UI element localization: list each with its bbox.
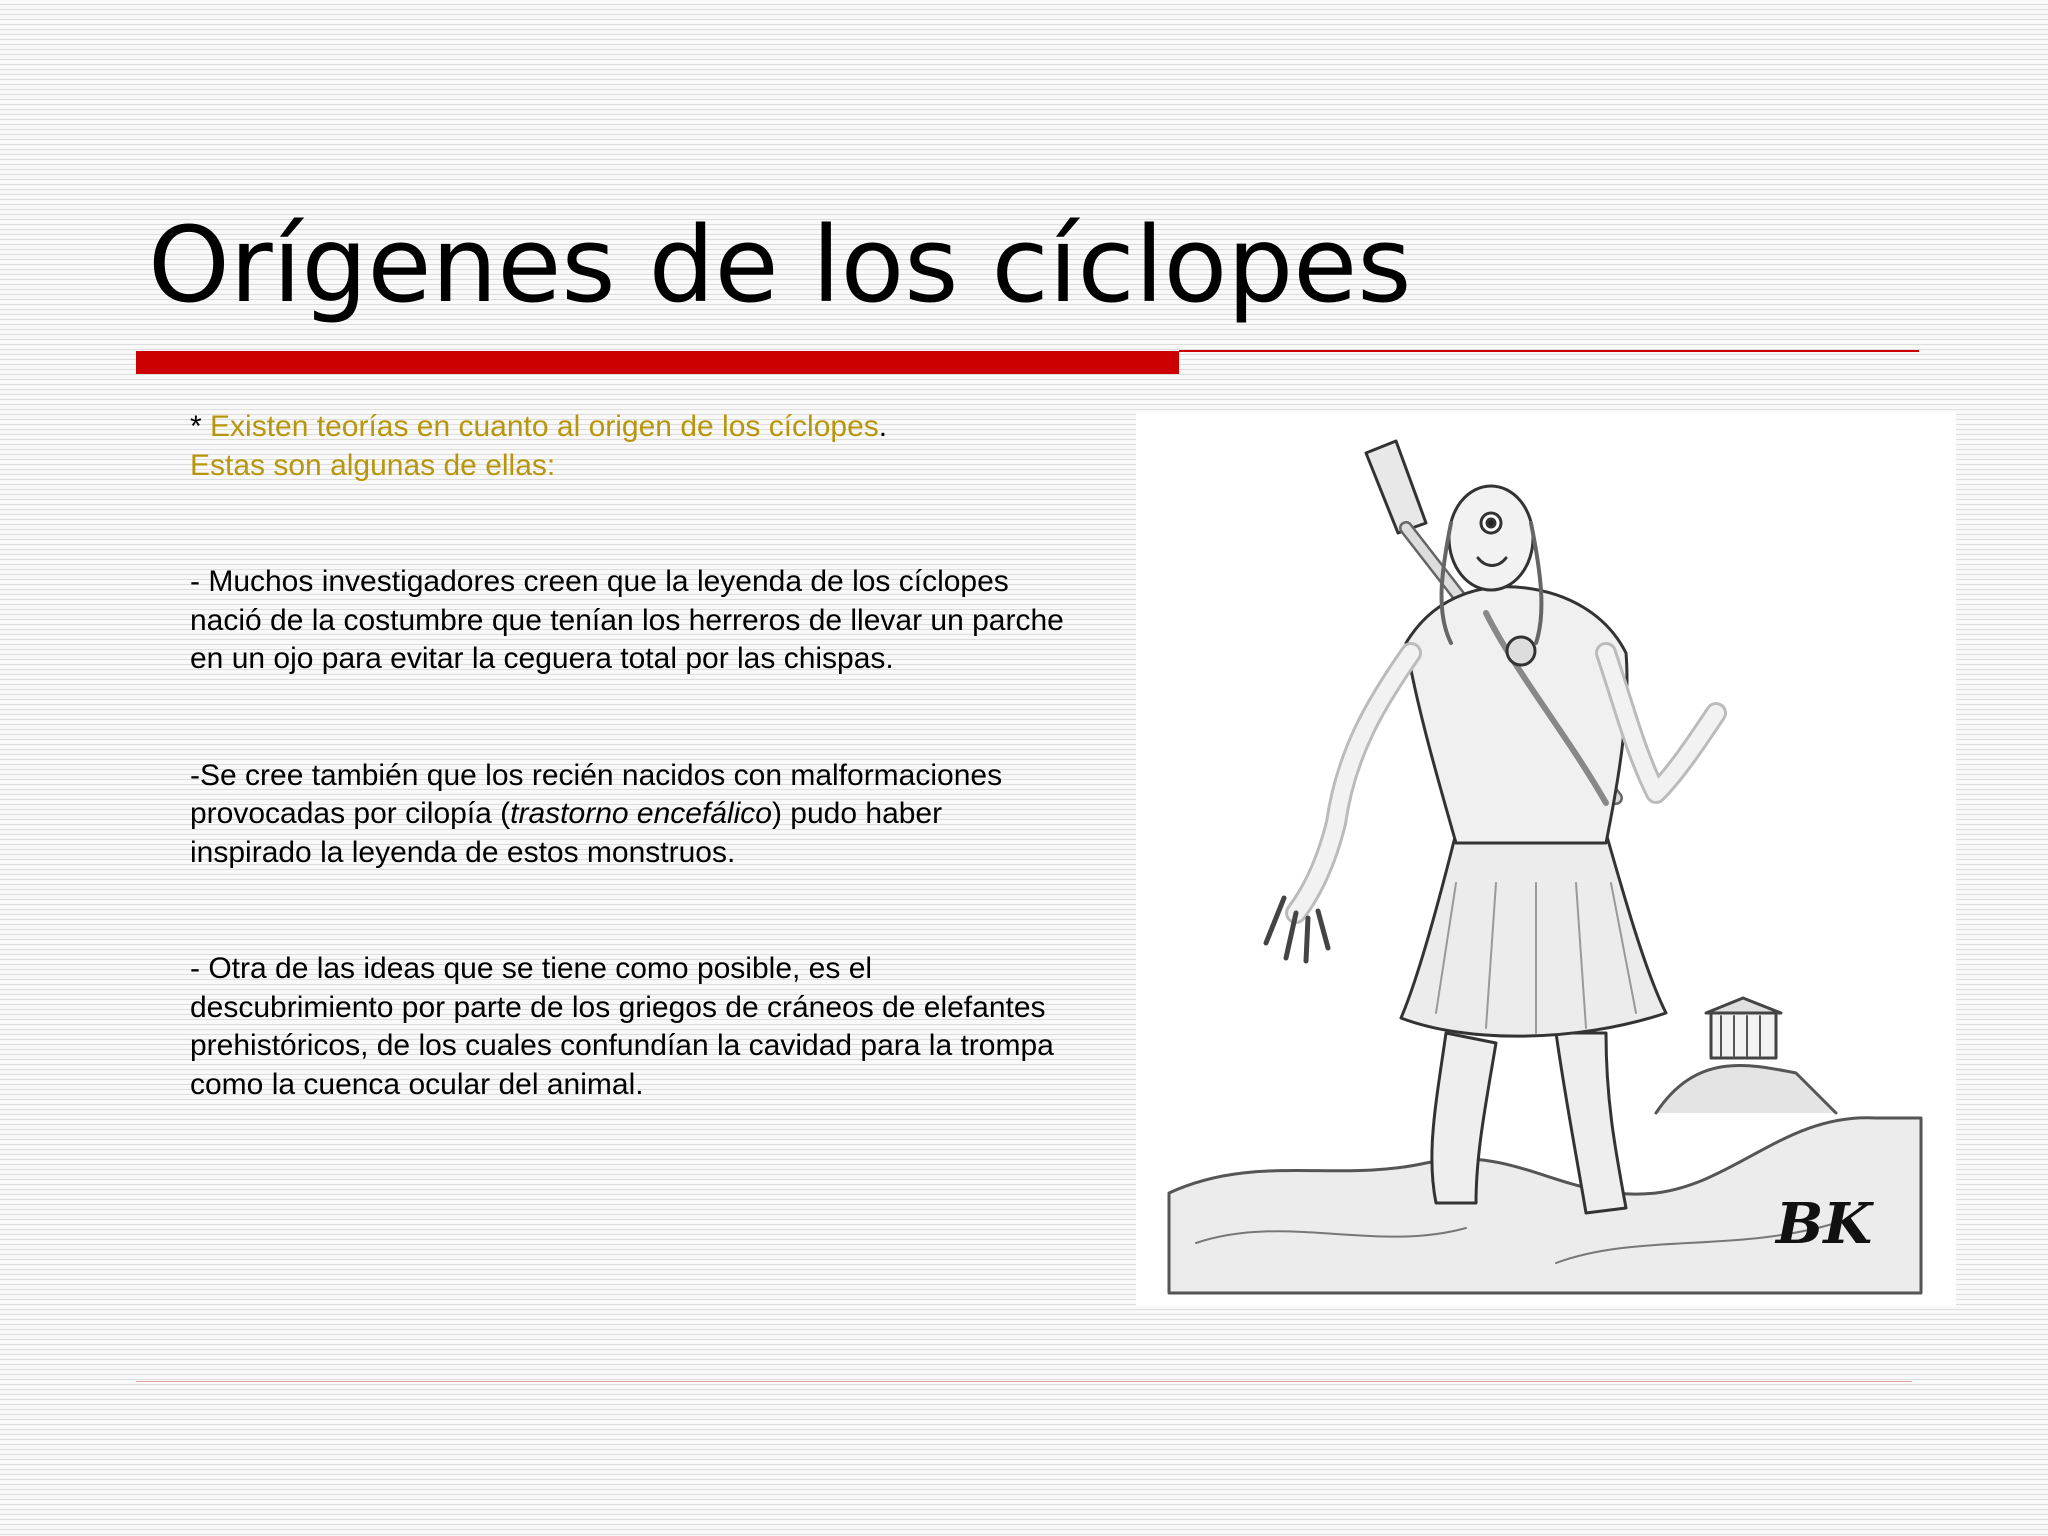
cyclops-drawing-icon — [1136, 413, 1956, 1306]
intro-paragraph — [190, 408, 1070, 485]
cyclopia-italic-term: trastorno encefálico — [510, 797, 772, 830]
intro-line-1-period: . — [878, 410, 888, 443]
footer-divider — [136, 1381, 1912, 1382]
intro-bullet: * — [190, 410, 202, 443]
intro-line-2: Estas son algunas de ellas: — [190, 448, 556, 482]
cyclops-illustration — [1136, 413, 1956, 1306]
theory-paragraph-cyclopia — [190, 757, 1070, 873]
intro-line-1: Existen teorías en cuanto al origen de los cíclopes — [210, 410, 879, 443]
theory-paragraph-elephant-skulls: - Otra de las ideas que se tiene como posible, es el descubrimiento por parte de los griegos de cráneos de elefantes prehistóricos, de los cuales confundían la cavidad para la trompa como la cuenca ocular del animal. — [190, 952, 1054, 1101]
body-text — [190, 408, 1070, 1104]
title-accent-line — [1179, 350, 1919, 352]
cyclopia-text-before: -Se cree también que los recién nacidos con malformaciones provocadas por cilopía ( — [190, 758, 1003, 830]
cyclopia-text-after: ) pudo haber inspirado la leyenda de estos monstruos. — [190, 797, 943, 869]
theory-paragraph-blacksmiths: - Muchos investigadores creen que la leyenda de los cíclopes nació de la costumbre que tenían los herreros de llevar un parche en un ojo para evitar la ceguera total por las chispas. — [190, 565, 1064, 675]
title-accent-bar — [136, 351, 1179, 374]
slide-title: Orígenes de los cíclopes — [148, 204, 1412, 326]
artist-signature: BK — [1776, 1191, 1873, 1257]
